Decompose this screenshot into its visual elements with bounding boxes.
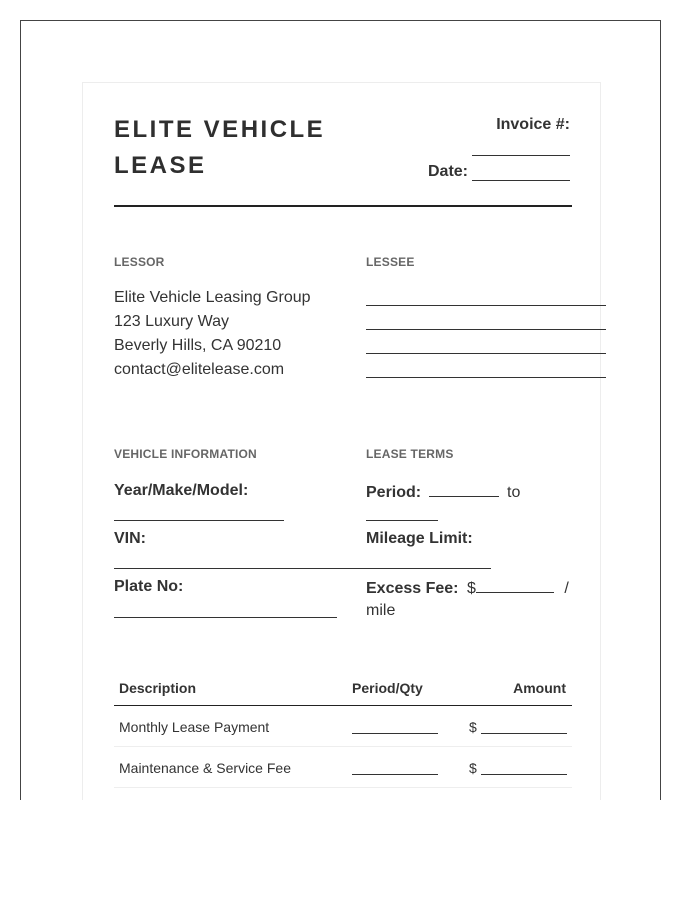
lease-document xyxy=(82,82,601,800)
lessee-line-2[interactable] xyxy=(366,329,606,330)
invoice-number-label: Invoice #: xyxy=(496,116,570,133)
excess-fee-row xyxy=(366,578,569,598)
period-to-text: to xyxy=(507,484,521,501)
lessor-heading: LESSOR xyxy=(114,255,165,269)
lessee-line-1[interactable] xyxy=(366,305,606,306)
invoice-number-field[interactable] xyxy=(472,155,570,156)
excess-fee-label: Excess Fee: xyxy=(366,580,459,597)
lessor-email: contact@elitelease.com xyxy=(114,361,285,378)
lessee-line-3[interactable] xyxy=(366,353,606,354)
year-make-model-label: Year/Make/Model: xyxy=(114,482,249,499)
lessor-city: Beverly Hills, CA 90210 xyxy=(114,337,282,354)
col-header-amount: Amount xyxy=(513,680,566,696)
vin-label: VIN: xyxy=(114,530,146,547)
period-row xyxy=(366,482,520,502)
row-1-amount-field[interactable] xyxy=(481,733,567,734)
row-2-period-field[interactable] xyxy=(352,774,438,775)
row-2-description: Maintenance & Service Fee xyxy=(119,760,291,776)
title-line-2: LEASE xyxy=(114,152,207,179)
date-row xyxy=(428,163,570,181)
row-2-divider xyxy=(114,787,572,788)
col-header-period-qty: Period/Qty xyxy=(352,680,423,696)
header-divider xyxy=(114,205,572,207)
date-label: Date: xyxy=(427,163,468,180)
lease-terms-heading: LEASE TERMS xyxy=(366,447,454,461)
vin-field[interactable] xyxy=(114,568,491,569)
plate-number-field[interactable] xyxy=(114,617,337,618)
mileage-limit-label: Mileage Limit: xyxy=(366,530,473,547)
table-header-divider xyxy=(114,705,572,706)
excess-fee-unit: mile xyxy=(366,602,396,619)
row-1-period-field[interactable] xyxy=(352,733,438,734)
vehicle-info-heading: VEHICLE INFORMATION xyxy=(114,447,257,461)
document-title xyxy=(114,112,325,184)
lessee-line-4[interactable] xyxy=(366,377,606,378)
excess-fee-field[interactable] xyxy=(476,578,554,593)
lessor-address xyxy=(114,286,311,382)
lessor-company: Elite Vehicle Leasing Group xyxy=(114,289,311,306)
date-field[interactable] xyxy=(472,166,570,181)
row-2-amount-field[interactable] xyxy=(481,774,567,775)
page-frame xyxy=(20,20,661,800)
lessor-street: 123 Luxury Way xyxy=(114,313,230,330)
plate-number-label: Plate No: xyxy=(114,578,184,595)
lessee-heading: LESSEE xyxy=(366,255,415,269)
row-1-divider xyxy=(114,746,572,747)
col-header-description: Description xyxy=(119,680,197,696)
row-1-description: Monthly Lease Payment xyxy=(119,719,270,735)
row-2-currency: $ xyxy=(469,760,477,776)
year-make-model-field[interactable] xyxy=(114,520,284,521)
row-1-currency: $ xyxy=(469,719,477,735)
excess-fee-currency: $ xyxy=(466,580,476,597)
title-line-1: ELITE VEHICLE xyxy=(114,116,326,143)
period-start-field[interactable] xyxy=(429,482,499,497)
period-end-field[interactable] xyxy=(366,520,438,521)
excess-fee-slash: / xyxy=(564,580,569,597)
period-label: Period: xyxy=(366,484,422,501)
